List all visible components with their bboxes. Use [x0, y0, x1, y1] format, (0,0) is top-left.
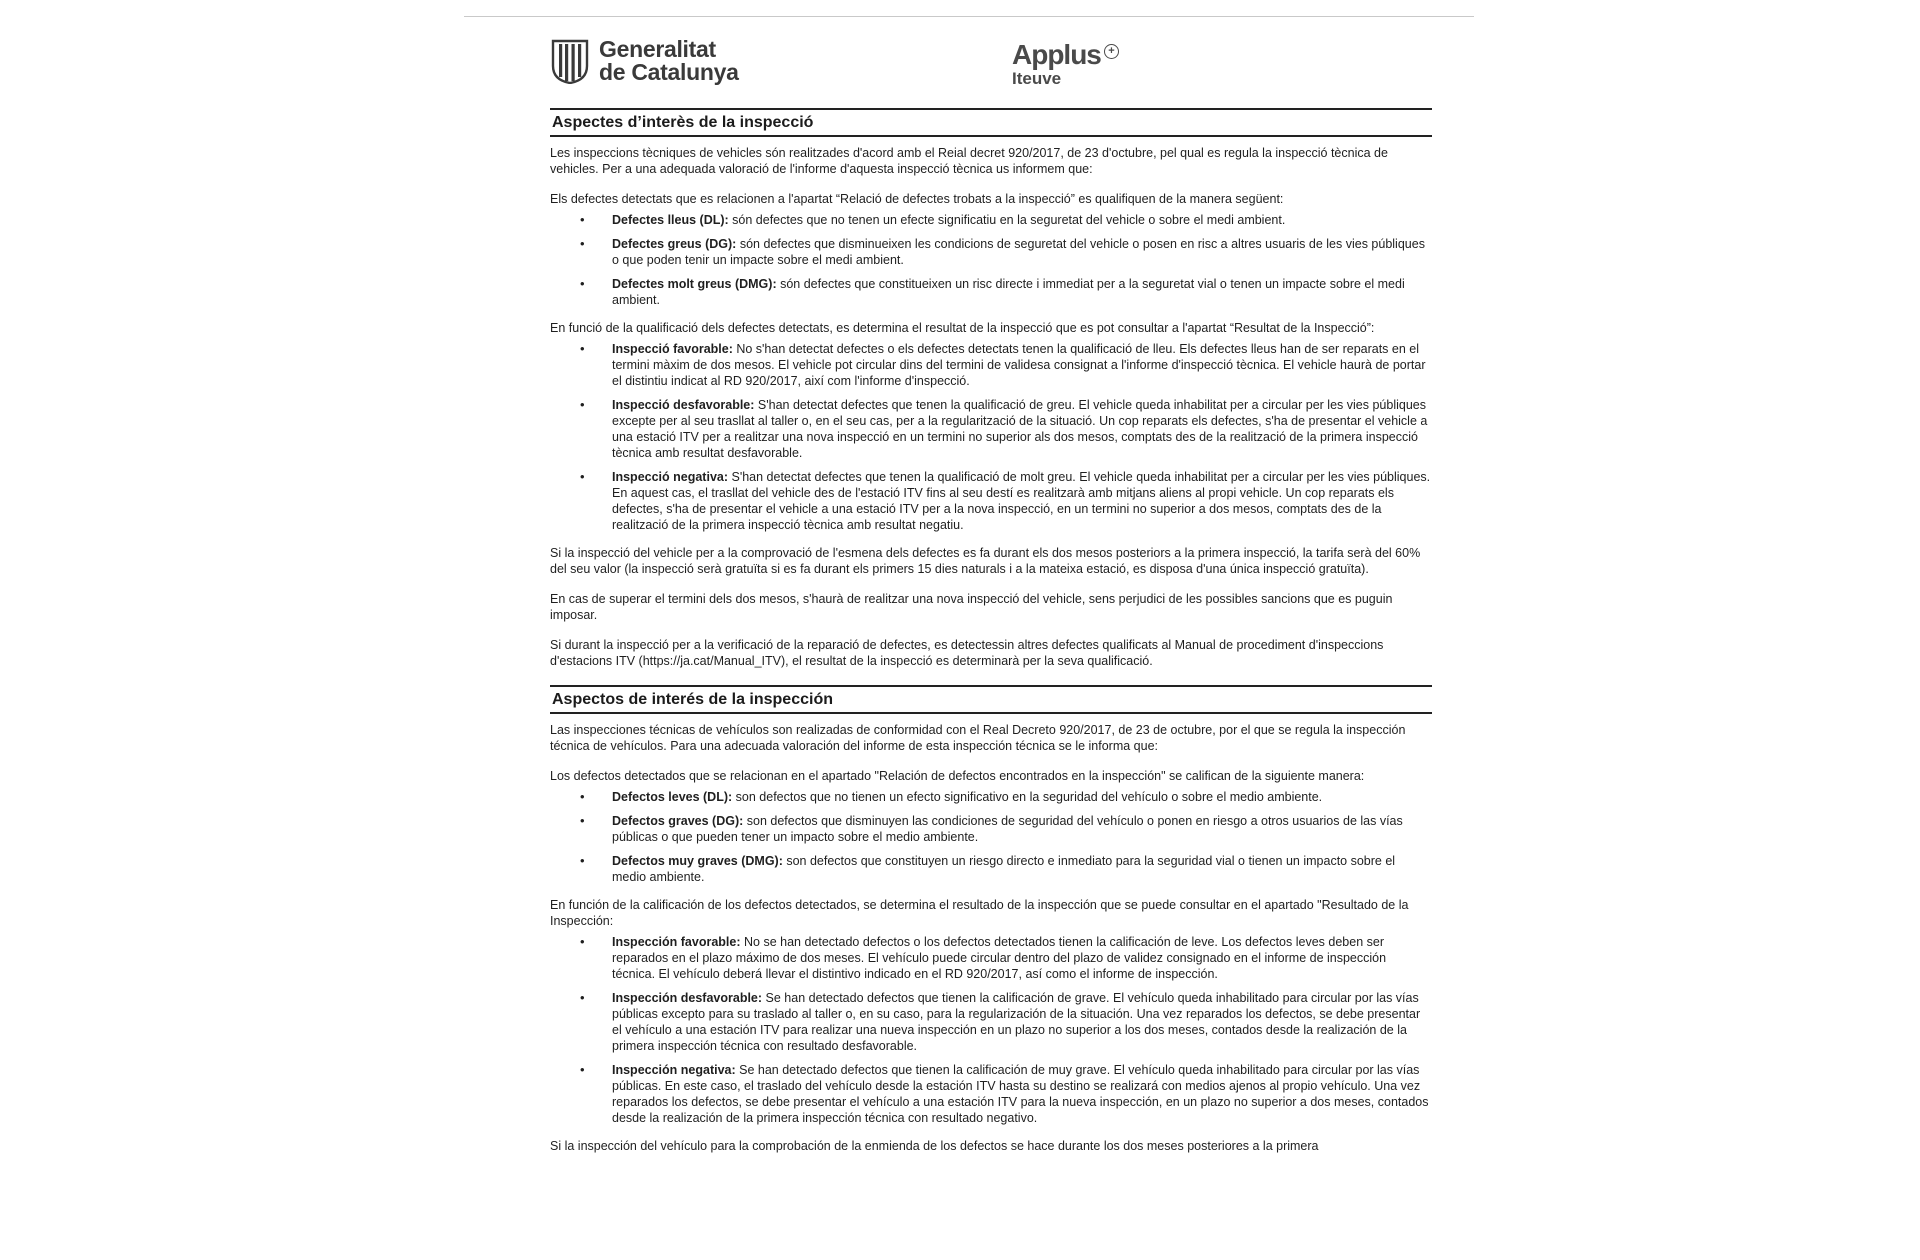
defect-description: son defectos que disminuyen las condiciones de seguridad del vehículo o ponen en riesgo a otros usuarios de las vías públicas o que pueden tener un impacto sobre el medio ambiente.	[612, 814, 1403, 844]
result-description: S'han detectat defectes que tenen la qualificació de molt greu. El vehicle queda inhabilitat per a circular per les vies públiques. En aquest cas, el trasllat del vehicle des de l'estació ITV fins al seu destí es realitzarà amb mitjans aliens al propi vehicle. Un cop reparats els defectes, s'ha de presentar el vehicle a una estació ITV per a la nova inspecció, en un termini no superior a dos mesos, comptats des de la realització de la primera inspecció tècnica amb resultat negatiu.	[612, 470, 1431, 532]
result-description: Se han detectado defectos que tienen la calificación de muy grave. El vehículo queda inhabilitado para circular por las vías públicas. En este caso, el traslado del vehículo desde la estación ITV hasta su destino se realizará con medios ajenos al propio vehículo. Una vez reparados los defectos, se debe presentar el vehículo a una estación ITV para la nueva inspección, en un plazo no superior a dos meses, contados desde la realización de la primera inspección técnica con resultado negativo.	[612, 1063, 1429, 1125]
result-list-item	[550, 934, 1432, 982]
defect-description: son defectos que no tienen un efecto significativo en la seguridad del vehículo o sobre el medio ambiente.	[732, 790, 1323, 804]
section-title: Aspectes d’interès de la inspecció	[552, 114, 814, 131]
defect-list-item	[550, 853, 1432, 885]
defect-description: són defectes que no tenen un efecte significatiu en la seguretat del vehicle o sobre el medi ambient.	[728, 213, 1286, 227]
section	[550, 685, 1432, 1154]
defect-term: Defectos graves (DG):	[612, 814, 744, 828]
scan-top-edge	[464, 16, 1474, 17]
result-description: No se han detectado defectos o los defectos detectados tienen la calificación de leve. Los defectos leves deben ser reparados en el plazo máximo de dos meses. El vehículo puede circular dentro del plazo de validez consignado en el informe de inspección técnica. El vehículo deberá llevar el distintivo indicado en el RD 920/2017, así como el informe de inspección.	[612, 935, 1387, 981]
closing-paragraph: En cas de superar el termini dels dos mesos, s'haurà de realitzar una nova inspecció del vehicle, sens perjudici de les possibles sancions que es puguin imposar.	[550, 592, 1393, 622]
defects-intro-paragraph: Els defectes detectats que es relacionen a l'apartat “Relació de defectes trobats a la inspecció” es qualifiquen de la manera següent:	[550, 192, 1284, 206]
sections-container	[550, 108, 1432, 1154]
intro-paragraph: Les inspeccions tècniques de vehicles són realitzades d'acord amb el Reial decret 920/2017, de 23 d'octubre, pel qual es regula la inspecció tècnica de vehicles. Per a una adequada valoració de l'informe d'aquesta inspecció tècnica us informem que:	[550, 146, 1388, 176]
result-description: No s'han detectat defectes o els defectes detectats tenen la qualificació de lleu. Els defectes lleus han de ser reparats en el termini màxim de dos mesos. El vehicle pot circular dins del termini de validesa consignat a l'informe d'inspecció tècnica. El vehicle haurà de portar el distintiu indicat al RD 920/2017, així com l'informe d'inspecció.	[612, 342, 1426, 388]
defects-intro-paragraph: Los defectos detectados que se relacionan en el apartado "Relación de defectos encontrados en la inspección" se califican de la siguiente manera:	[550, 769, 1365, 783]
applus-subtitle: Iteuve	[1012, 69, 1062, 88]
generalitat-line2: de Catalunya	[599, 59, 739, 85]
result-term: Inspección desfavorable:	[612, 991, 763, 1005]
page-content	[550, 34, 1432, 1168]
result-list-item	[550, 397, 1432, 461]
defect-term: Defectos muy graves (DMG):	[612, 854, 783, 868]
intro-paragraph: Las inspecciones técnicas de vehículos son realizadas de conformidad con el Real Decreto 920/2017, de 23 de octubre, por el que se regula la inspección técnica de vehículos. Para una adecuada valoración del informe de esta inspección técnica se le informa que:	[550, 723, 1406, 753]
generalitat-wordmark	[599, 38, 739, 84]
result-term: Inspección negativa:	[612, 1063, 736, 1077]
defect-list-item	[550, 813, 1432, 845]
defect-list-item	[550, 236, 1432, 268]
results-intro-paragraph: En función de la calificación de los defectos detectados, se determina el resultado de la inspección que se puede consultar en el apartado "Resultado de la Inspección:	[550, 898, 1409, 928]
result-term: Inspecció favorable:	[612, 342, 733, 356]
closing-paragraph: Si la inspecció del vehicle per a la comprovació de l'esmena dels defectes es fa durant els dos mesos posteriors a la primera inspecció, la tarifa serà del 60% del seu valor (la inspecció serà gratuïta si es fa durant els primers 15 dies naturals i a la mateixa estació, es disposa d'una única inspecció gratuïta).	[550, 546, 1421, 576]
defects-list	[550, 789, 1432, 885]
section-heading-bar	[550, 108, 1432, 137]
defect-term: Defectos leves (DL):	[612, 790, 733, 804]
document-page	[464, 0, 1474, 1260]
result-description: S'han detectat defectes que tenen la qualificació de greu. El vehicle queda inhabilitat per a circular per les vies públiques excepte per al seu trasllat al taller o, en el seu cas, per a la regularització de la situació. Un cop reparats els defectes, s'ha de presentar el vehicle a una estació ITV per a realitzar una nova inspecció en un termini no superior als dos mesos, comptats des de la realització de la primera inspecció tècnica amb resultat desfavorable.	[612, 398, 1428, 460]
closing-paragraph: Si durant la inspecció per a la verificació de la reparació de defectes, es detectessin altres defectes qualificats al Manual de procediment d'inspeccions d'estacions ITV (https://ja.cat/Manual_ITV), el resultat de la inspecció es determinarà per la seva qualificació.	[550, 638, 1384, 668]
results-list	[550, 934, 1432, 1126]
defect-description: són defectes que constitueixen un risc directe i immediat per a la seguretat vial o tenen un impacte sobre el medi ambient.	[612, 277, 1405, 307]
section-heading-bar	[550, 685, 1432, 714]
result-list-item	[550, 990, 1432, 1054]
defect-list-item	[550, 212, 1432, 228]
closing-paragraph: Si la inspección del vehículo para la comprobación de la enmienda de los defectos se hace durante los dos meses posteriores a la primera	[550, 1139, 1319, 1153]
defect-description: son defectos que constituyen un riesgo directo e inmediato para la seguridad vial o tienen un impacto sobre el medio ambiente.	[612, 854, 1396, 884]
result-list-item	[550, 1062, 1432, 1126]
results-intro-paragraph: En funció de la qualificació dels defectes detectats, es determina el resultat de la inspecció que es pot consultar a l'apartat “Resultat de la Inspecció”:	[550, 321, 1375, 335]
section	[550, 108, 1432, 669]
defect-list-item	[550, 276, 1432, 308]
defects-list	[550, 212, 1432, 308]
section-title: Aspectos de interés de la inspección	[552, 691, 833, 708]
defect-list-item	[550, 789, 1432, 805]
defect-term: Defectes greus (DG):	[612, 237, 737, 251]
applus-logo	[1012, 39, 1115, 88]
defect-term: Defectes lleus (DL):	[612, 213, 729, 227]
generalitat-emblem-icon	[550, 38, 590, 84]
defect-description: són defectes que disminueixen les condicions de seguretat del vehicle o posen en risc a altres usuaris de les vies públiques o que poden tenir un impacte sobre el medi ambient.	[612, 237, 1425, 267]
generalitat-line1: Generalitat	[599, 36, 716, 62]
result-term: Inspecció desfavorable:	[612, 398, 755, 412]
result-description: Se han detectado defectos que tienen la calificación de grave. El vehículo queda inhabilitado para circular por las vías públicas excepto para su traslado al taller o, en su caso, para la regularización de la situación. Una vez reparados los defectos, se debe presentar el vehículo a una estación ITV para realizar una nueva inspección en un plazo no superior a los dos meses, contados desde la realización de la primera inspección técnica con resultado desfavorable.	[612, 991, 1421, 1053]
result-term: Inspecció negativa:	[612, 470, 729, 484]
applus-plus-icon: +	[1104, 44, 1119, 59]
result-list-item	[550, 341, 1432, 389]
letterhead	[550, 34, 1432, 108]
applus-wordmark: Applus	[1012, 39, 1101, 70]
result-list-item	[550, 469, 1432, 533]
defect-term: Defectes molt greus (DMG):	[612, 277, 777, 291]
results-list	[550, 341, 1432, 533]
result-term: Inspección favorable:	[612, 935, 741, 949]
generalitat-logo	[550, 38, 739, 84]
